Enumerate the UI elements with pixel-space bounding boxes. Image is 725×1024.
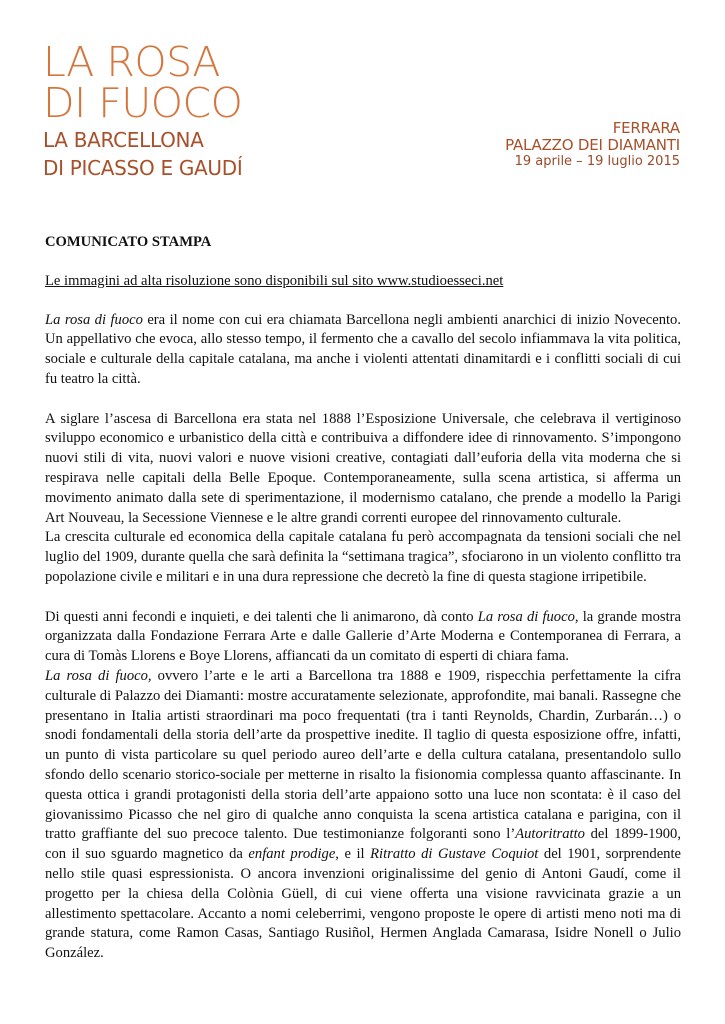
paragraph-4-text-a: Di questi anni fecondi e inquieti, e dei talenti che li animarono, dà conto bbox=[45, 608, 478, 625]
paragraph-5-title: La rosa di fuoco bbox=[45, 667, 148, 684]
exhibition-subtitle-line1: LA BARCELLONA bbox=[43, 128, 204, 152]
venue-city: FERRARA bbox=[612, 119, 680, 137]
paragraph-5-text-c: , e il bbox=[335, 846, 371, 863]
paragraph-5-text-a: , ovvero l’arte e le arti a Barcellona tra 1888 e 1909, rispecchia perfettamente la cifra culturale di Palazzo dei Diamanti: mostre accuratamente selezionate, approfondite, mai banali. Rassegne che presentano in Italia artisti straordinari ma poco frequentati (tra i tanti Reynolds, Chardin, Zurbarán…) o snodi fondamentali della storia dell’arte da prospettive inedite. Il taglio di questa esposizione offre, infatti, un punto di vista particolare su quel periodo aureo dell’arte e della cultura catalana, presentandolo sullo sfondo dello scenario storico-sociale per metterne in risalto la fisionomia complessa quanto affascinante. In questa ottica i grandi protagonisti della storia dell’arte appaiono sotto una luce non scontata: è il caso del giovanissimo Picasso che nel giro di qualche anno conquista la scena artistica catalana e parigina, con il tratto graffiante del suo precoce talento. Due testimonianze folgoranti sono l’ bbox=[45, 667, 681, 843]
exhibition-title-line1: LA ROSA bbox=[43, 38, 220, 86]
paragraph-5-work-2: Ritratto di Gustave Coquiot bbox=[370, 846, 539, 863]
images-note-link[interactable]: Le immagini ad alta risoluzione sono disponibili sul sito www.studioesseci.net bbox=[45, 272, 504, 289]
venue-place: PALAZZO DEI DIAMANTI bbox=[505, 136, 680, 154]
venue-block bbox=[505, 120, 680, 170]
paragraph-3: La crescita culturale ed economica della capitale catalana fu però accompagnata da tensioni sociali che nel luglio del 1909, durante quella che sarà definita la “settimana tragica”, sfociarono in un violento conflitto tra popolazione civile e militari e in una dura repressione che decretò la fine di questa stagione irripetibile. bbox=[45, 529, 681, 585]
paragraph-5 bbox=[45, 667, 681, 964]
paragraph-4-title: La rosa di fuoco bbox=[477, 608, 575, 625]
exhibition-title-line2: DI FUOCO bbox=[43, 79, 243, 127]
paragraph-5-term: enfant prodige bbox=[248, 846, 336, 863]
paragraph-2: A siglare l’ascesa di Barcellona era stata nel 1888 l’Esposizione Universale, che celebrava il vertiginoso sviluppo economico e urbanistico della città e contribuiva a diffondere idee di rinnovamento. S’impongono nuovi stili di vita, nuovi valori e nuove visioni creative, contagiati dall’euforia della vita moderna che si respirava nelle capitali della Belle Epoque. Contemporaneamente, sulla scena artistica, si afferma un movimento animato dalla sete di sperimentazione, il modernismo catalano, che prende a modello la Parigi Art Nouveau, la Secessione Viennese e le altre grandi correnti europee del rinnovamento culturale. bbox=[45, 410, 681, 526]
press-release-body bbox=[45, 233, 681, 964]
venue-dates: 19 aprile – 19 luglio 2015 bbox=[514, 154, 680, 169]
paragraph-1 bbox=[45, 311, 681, 390]
paragraph-5-text-d: del 1901, sorprendente nello stile quasi espressionista. O ancora invenzioni originalissime del genio di Antoni Gaudí, come il progetto per la chiesa della Colònia Güell, di cui viene offerta una visione ravvicinata grazie a un allestimento spettacolare. Accanto a nomi celeberrimi, vengono proposte le opere di artisti meno noti ma di grande statura, come Ramon Casas, Santiago Rusiñol, Hermen Anglada Camarasa, Isidre Nonell o Julio González. bbox=[45, 846, 681, 962]
paragraph-5-text-b: del 1899-1900, con il suo sguardo magnetico da bbox=[45, 826, 681, 863]
exhibition-subtitle-line2: DI PICASSO E GAUDÍ bbox=[43, 156, 243, 180]
paragraph-1-text: era il nome con cui era chiamata Barcellona negli ambienti anarchici di inizio Novecento. Un appellativo che evoca, allo stesso tempo, il fermento che a cavallo del secolo infiammava la vita politica, sociale e culturale della capitale catalana, ma anche i violenti attentati dinamitardi e i conflitti sociali di cui fu teatro la città. bbox=[45, 311, 681, 387]
exhibition-header bbox=[43, 38, 243, 180]
paragraph-4 bbox=[45, 608, 681, 667]
paragraph-4-text-b: , la grande mostra organizzata dalla Fondazione Ferrara Arte e dalle Gallerie d’Arte Moderna e Contemporanea di Ferrara, a cura di Tomàs Llorens e Boye Llorens, affiancati da un comitato di esperti di chiara fama. bbox=[45, 608, 681, 665]
document-label: COMUNICATO STAMPA bbox=[45, 234, 212, 250]
paragraph-5-work-1: Autoritratto bbox=[515, 826, 585, 843]
paragraph-1-title: La rosa di fuoco bbox=[45, 311, 143, 328]
